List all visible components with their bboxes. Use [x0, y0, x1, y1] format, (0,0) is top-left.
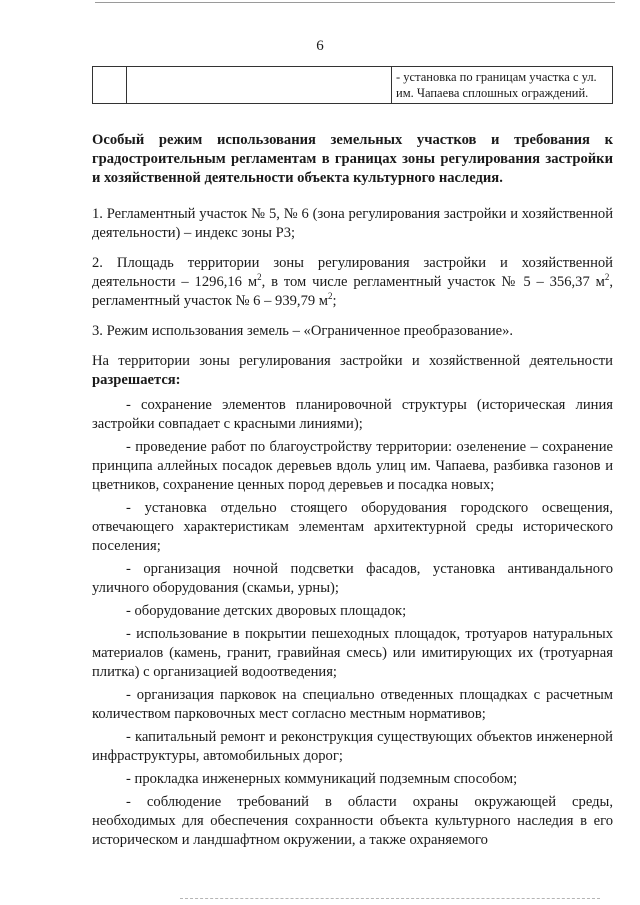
area-text-4: ;	[332, 293, 337, 309]
document-body	[92, 131, 613, 854]
permitted-label: разрешается:	[92, 372, 181, 388]
list-item: - организация ночной подсветки фасадов, установка антивандального уличного оборудования (скамьи, урны);	[92, 561, 613, 596]
permitted-intro-text: На территории зоны регулирования застройки и хозяйственной деятельности	[92, 353, 613, 369]
scan-edge-top	[95, 2, 615, 3]
list-item: - капитальный ремонт и реконструкция существующих объектов инженерной инфраструктуры, автомобильных дорог;	[92, 729, 613, 764]
table-row	[93, 67, 613, 104]
paragraph-area	[92, 254, 613, 311]
list-item: - оборудование детских дворовых площадок;	[126, 603, 407, 619]
paragraph-permitted-intro	[92, 352, 613, 390]
scan-edge-bottom	[180, 898, 600, 900]
list-item: - сохранение элементов планировочной структуры (историческая линия застройки совпадает с красными линиями);	[92, 397, 613, 432]
continuation-table	[92, 66, 613, 104]
area-text-1: 2. Площадь территории зоны регулирования застройки и хозяйственной деятельности – 1296,16 м	[92, 255, 613, 290]
list-item: - проведение работ по благоустройству территории: озеленение – сохранение принципа аллейных посадок деревьев вдоль улиц им. Чапаева, разбивка газонов и цветников, сохранение ценных пород деревьев и посадка новых;	[92, 439, 613, 493]
area-sup-2: 2	[604, 272, 610, 283]
paragraph-regulation-plot: 1. Регламентный участок № 5, № 6 (зона регулирования застройки и хозяйственной деятельности) – индекс зоны Р3;	[92, 206, 613, 241]
list-item: - использование в покрытии пешеходных площадок, тротуаров натуральных материалов (камень, гранит, гравийная смесь) или имитирующих их (тротуарная плитка) с организацией водоотведения;	[92, 626, 613, 680]
paragraph-land-use-mode: 3. Режим использования земель – «Ограниченное преобразование».	[92, 323, 514, 339]
table-cell-name	[127, 67, 392, 104]
list-item: - организация парковок на специально отведенных площадках с расчетным количеством парковочных мест согласно местным нормативов;	[92, 687, 613, 722]
table-cell-requirements: - установка по границам участка с ул. им. Чапаева сплошных ограждений.	[392, 67, 613, 104]
area-sup-1: 2	[257, 272, 262, 283]
list-item: - соблюдение требований в области охраны окружающей среды, необходимых для обеспечения сохранности объекта культурного наследия в его историческом и ландшафтном окружении, а также охраняемого	[92, 794, 613, 848]
area-text-2: , в том числе регламентный участок № 5 – 356,37 м	[261, 274, 605, 290]
section-heading: Особый режим использования земельных участков и требования к градостроительным регламентам в границах зоны регулирования застройки и хозяйственной деятельности объекта культурного наследия.	[92, 132, 613, 186]
table-cell-number	[93, 67, 127, 104]
page-number: 6	[316, 38, 324, 54]
list-item: - установка отдельно стоящего оборудования городского освещения, отвечающего характеристикам элементам архитектурной среды исторического поселения;	[92, 500, 613, 554]
area-text-3: , регламентный участок № 6 – 939,79 м	[92, 274, 613, 309]
permitted-list	[92, 396, 613, 850]
area-sup-3: 2	[328, 291, 333, 302]
list-item: - прокладка инженерных коммуникаций подземным способом;	[126, 771, 518, 787]
